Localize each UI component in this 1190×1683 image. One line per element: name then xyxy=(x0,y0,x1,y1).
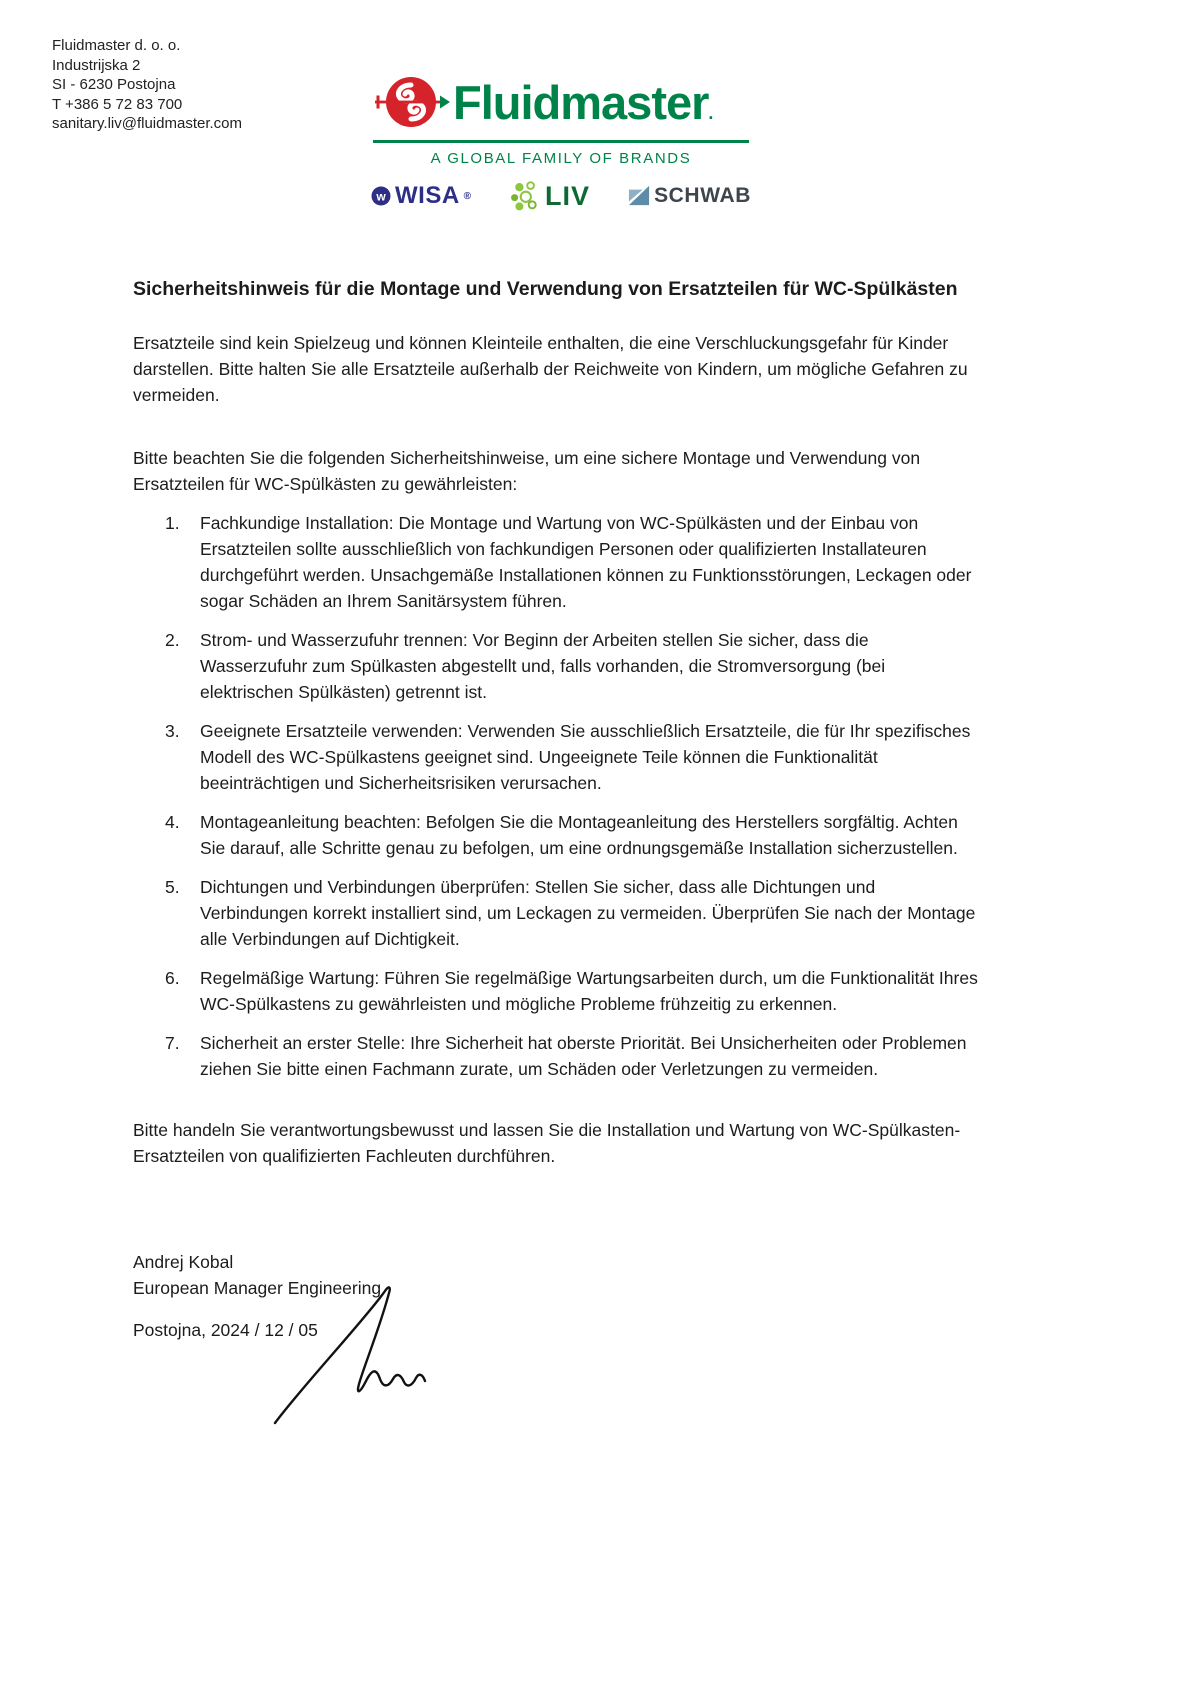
liv-molecule-icon xyxy=(509,180,541,212)
list-item xyxy=(165,874,978,952)
safety-instructions-list xyxy=(133,510,978,1082)
signer-title: European Manager Engineering xyxy=(133,1278,382,1298)
list-item xyxy=(165,1030,978,1082)
liv-label: LIV xyxy=(545,180,591,211)
sender-street: Industrijska 2 xyxy=(52,56,141,74)
document-title: Sicherheitshinweis für die Montage und Verwendung von Ersatzteilen für WC-Spülkästen xyxy=(133,278,958,300)
list-item xyxy=(165,627,978,705)
list-item xyxy=(165,809,978,861)
sender-city: SI - 6230 Postojna xyxy=(52,76,176,93)
fluidmaster-brand-dot: . xyxy=(708,102,713,123)
list-item-text: Fachkundige Installation: Die Montage und Wartung von WC-Spülkästen und der Einbau von Ersatzteilen sollte ausschließlich von fachkundigen Personen oder qualifizierten Installateuren durchgeführt werden. Unsachgemäße Installationen können zu Funktionsstörungen, Leckagen oder sogar Schäden an Ihrem Sanitärsystem führen. xyxy=(200,513,972,611)
wisa-icon xyxy=(371,186,391,206)
sender-address-block xyxy=(52,36,242,134)
list-item-number: 5. xyxy=(165,877,180,897)
intro-paragraph: Ersatzteile sind kein Spielzeug und können Kleinteile enthalten, die eine Verschluckungsgefahr für Kinder darstellen. Bitte halten Sie alle Ersatzteile außerhalb der Reichweite von Kindern, um mögliche Gefahren zu vermeiden. xyxy=(133,333,968,405)
closing-paragraph: Bitte handeln Sie verantwortungsbewusst und lassen Sie die Installation und Wartung von WC-Spülkasten-Ersatzteilen von qualifizierten Fachleuten durchführen. xyxy=(133,1120,961,1166)
logo-tagline: A GLOBAL FAMILY OF BRANDS xyxy=(430,150,692,167)
list-item-number: 4. xyxy=(165,812,180,832)
signer-name: Andrej Kobal xyxy=(133,1252,234,1272)
svg-text:w: w xyxy=(376,189,386,204)
signature xyxy=(245,1281,430,1429)
logo-divider-rule xyxy=(373,140,749,143)
brand-family-row xyxy=(373,180,749,212)
list-item-text: Dichtungen und Verbindungen überprüfen: Stellen Sie sicher, dass alle Dichtungen und Verbindungen korrekt installiert sind, um Leckagen zu vermeiden. Überprüfen Sie nach der Montage alle Verbindungen auf Dichtigkeit. xyxy=(200,877,976,949)
list-item xyxy=(165,965,978,1017)
list-item-text: Montageanleitung beachten: Befolgen Sie die Montageanleitung des Herstellers sorgfältig. Achten Sie darauf, alle Schritte genau zu befolgen, um eine ordnungsgemäße Installation sicherzustellen. xyxy=(200,812,958,858)
wisa-registered-mark: ® xyxy=(463,190,472,202)
place-and-date: Postojna, 2024 / 12 / 05 xyxy=(133,1320,318,1340)
wisa-label: WISA xyxy=(395,182,460,209)
sender-email: sanitary.liv@fluidmaster.com xyxy=(52,115,243,132)
list-item-text: Regelmäßige Wartung: Führen Sie regelmäßige Wartungsarbeiten durch, um die Funktionalität Ihres WC-Spülkastens zu gewährleisten und mögliche Probleme frühzeitig zu erkennen. xyxy=(200,968,978,1014)
schwab-icon xyxy=(628,185,650,207)
brand-liv xyxy=(509,180,590,212)
list-item-number: 6. xyxy=(165,968,180,988)
list-item-text: Sicherheit an erster Stelle: Ihre Sicherheit hat oberste Priorität. Bei Unsicherheiten oder Problemen ziehen Sie bitte einen Fachmann zurate, um Schäden oder Verletzungen zu vermeiden. xyxy=(200,1033,967,1079)
list-item xyxy=(165,718,978,796)
list-item-number: 1. xyxy=(165,513,180,533)
list-item-text: Geeignete Ersatzteile verwenden: Verwenden Sie ausschließlich Ersatzteile, die für Ihr spezifisches Modell des WC-Spülkastens geeignet sind. Ungeeignete Teile können die Funktionalität beeinträchtigen und Sicherheitsrisiken verursachen. xyxy=(200,721,971,793)
sender-phone: T +386 5 72 83 700 xyxy=(52,95,183,113)
sender-company: Fluidmaster d. o. o. xyxy=(52,37,181,54)
fluidmaster-logo-row xyxy=(373,70,749,134)
list-item-number: 2. xyxy=(165,630,180,650)
fluidmaster-brand-text: Fluidmaster xyxy=(453,75,709,129)
document-body xyxy=(133,276,978,1343)
brand-schwab xyxy=(628,184,751,208)
list-item xyxy=(165,510,978,614)
list-item-text: Strom- und Wasserzufuhr trennen: Vor Beginn der Arbeiten stellen Sie sicher, dass die Wasserzufuhr zum Spülkasten abgestellt und, falls vorhanden, die Stromversorgung (bei elektrischen Spülkästen) getrennt ist. xyxy=(200,630,886,702)
lead-paragraph: Bitte beachten Sie die folgenden Sicherheitshinweise, um eine sichere Montage und Verwendung von Ersatzteilen für WC-Spülkästen zu gewährleisten: xyxy=(133,448,921,494)
list-item-number: 7. xyxy=(165,1033,180,1053)
list-item-number: 3. xyxy=(165,721,180,741)
schwab-label: SCHWAB xyxy=(654,184,751,207)
fluidmaster-logo-block xyxy=(373,70,749,212)
brand-wisa xyxy=(371,182,471,210)
fluidmaster-mark-icon xyxy=(373,70,451,134)
fluidmaster-wordmark xyxy=(453,75,713,129)
